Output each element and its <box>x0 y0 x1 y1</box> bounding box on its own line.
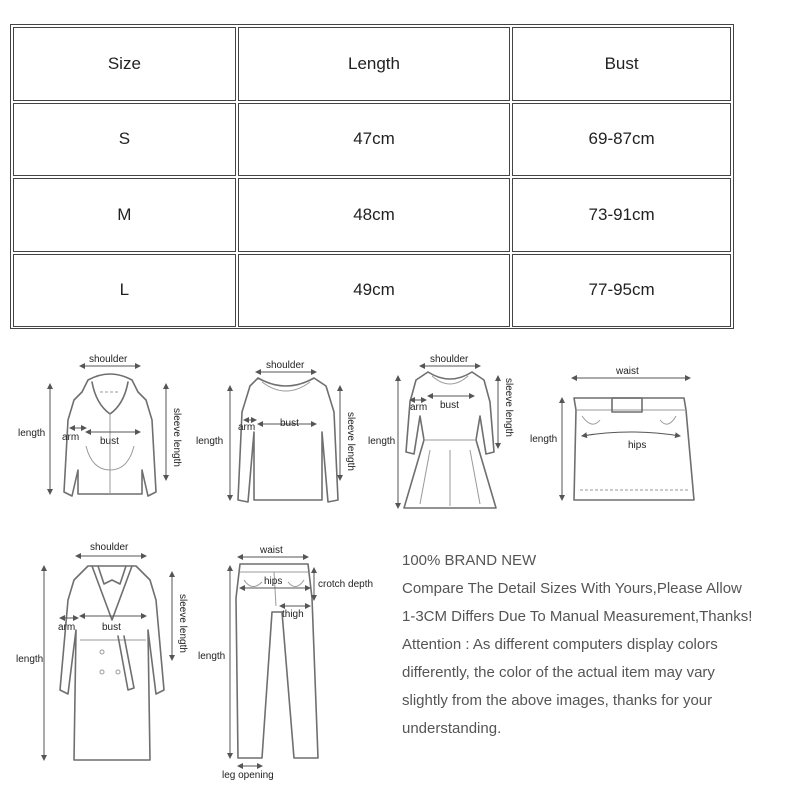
pants-length-label: length <box>198 651 226 662</box>
pants-crotch-depth-label: crotch depth <box>318 579 374 590</box>
dress-diagram <box>368 354 514 508</box>
cell-length: 48cm <box>238 178 510 252</box>
sweater-arm-label: arm <box>238 422 256 433</box>
hoodie-sleeve-length-label: sleeve length <box>171 408 182 467</box>
cell-bust: 69-87cm <box>512 103 731 177</box>
sweater-bust-label: bust <box>280 418 299 429</box>
hoodie-shoulder-label: shoulder <box>89 354 128 365</box>
hoodie-diagram <box>18 354 182 496</box>
attention-note-line: slightly from the above images, thanks for your <box>402 692 713 709</box>
table-row <box>13 103 731 177</box>
pants-waist-label: waist <box>260 545 283 556</box>
cell-bust: 73-91cm <box>512 178 731 252</box>
coat-bust-label: bust <box>102 622 121 633</box>
brand-new-note: 100% BRAND NEW <box>402 552 537 569</box>
cell-length: 47cm <box>238 103 510 177</box>
sweater-shoulder-label: shoulder <box>266 360 305 371</box>
compare-note-line: Compare The Detail Sizes With Yours,Please Allow <box>402 580 742 597</box>
coat-shoulder-label: shoulder <box>90 542 129 553</box>
header-bust: Bust <box>512 27 731 101</box>
skirt-hips-label: hips <box>628 440 647 451</box>
dress-arm-label: arm <box>410 402 428 413</box>
cell-length: 49cm <box>238 254 510 328</box>
dress-sleeve-length-label: sleeve length <box>503 378 514 437</box>
header-size: Size <box>13 27 236 101</box>
pants-thigh-label: thigh <box>282 609 304 620</box>
pants-hips-label: hips <box>264 576 283 587</box>
cell-size: M <box>13 178 236 252</box>
skirt-length-label: length <box>530 434 558 445</box>
coat-length-label: length <box>16 654 44 665</box>
hoodie-arm-label: arm <box>62 432 80 443</box>
hoodie-length-label: length <box>18 428 46 439</box>
attention-note-line: understanding. <box>402 720 502 737</box>
cell-size: L <box>13 254 236 328</box>
table-row <box>13 178 731 252</box>
attention-note-line: differently, the color of the actual item may vary <box>402 664 715 681</box>
coat-arm-label: arm <box>58 622 76 633</box>
skirt-diagram <box>530 366 694 500</box>
table-row <box>13 254 731 328</box>
sweater-sleeve-length-label: sleeve length <box>345 412 356 471</box>
coat-diagram <box>16 542 188 760</box>
pants-leg-opening-label: leg opening <box>222 770 274 781</box>
product-notes <box>402 547 794 743</box>
header-length: Length <box>238 27 510 101</box>
table-header-row <box>13 27 731 101</box>
coat-sleeve-length-label: sleeve length <box>177 594 188 653</box>
pants-diagram <box>198 545 373 781</box>
dress-bust-label: bust <box>440 400 459 411</box>
skirt-waist-label: waist <box>616 366 639 377</box>
size-table <box>10 24 734 329</box>
cell-size: S <box>13 103 236 177</box>
sweater-diagram <box>196 360 356 502</box>
sweater-length-label: length <box>196 436 224 447</box>
dress-length-label: length <box>368 436 396 447</box>
compare-note-line: 1-3CM Differs Due To Manual Measurement,Thanks! <box>402 608 753 625</box>
dress-shoulder-label: shoulder <box>430 354 469 365</box>
cell-bust: 77-95cm <box>512 254 731 328</box>
attention-note-line: Attention : As different computers display colors <box>402 636 718 653</box>
hoodie-bust-label: bust <box>100 436 119 447</box>
